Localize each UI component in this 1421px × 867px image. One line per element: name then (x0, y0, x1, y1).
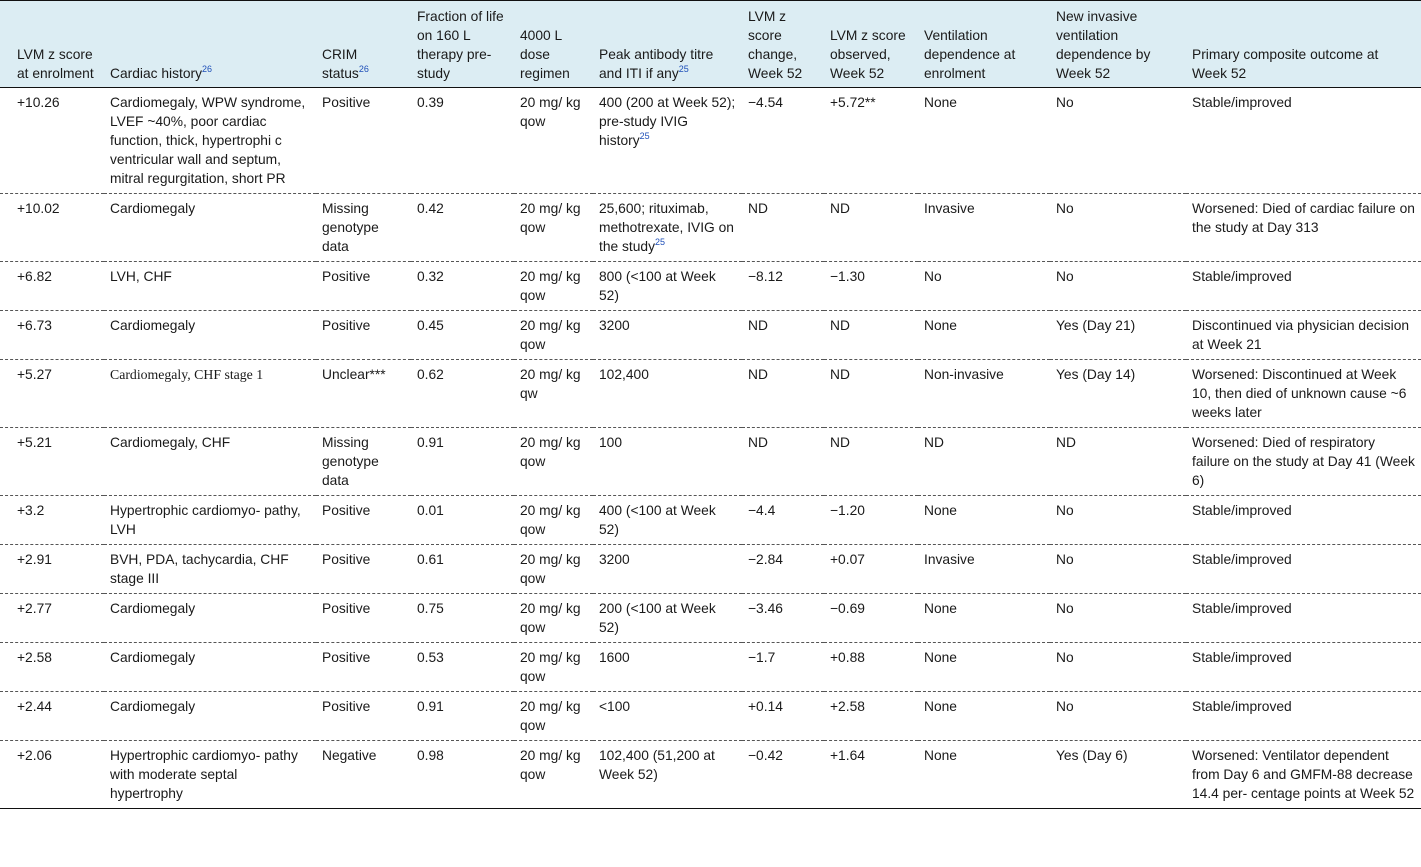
header-cardiac-history: Cardiac history$^{26}$ (104, 1, 316, 88)
cell-cardiac-history: Cardiomegaly (110, 201, 196, 216)
cell-dose-regimen: 20 mg/ kg qow (520, 95, 581, 129)
cell-primary-outcome: Discontinued via physician decision at Week 21 (1192, 318, 1410, 352)
cell-peak-antibody: 3200 (599, 318, 630, 333)
cell-ventilation-enrolment: Invasive (924, 201, 975, 216)
cell-new-ventilation: No (1056, 503, 1074, 518)
cell-lvm-observed: +2.58 (830, 699, 865, 714)
table-row (0, 262, 1421, 311)
table-row (0, 594, 1421, 643)
cell-lvm-change: −3.46 (748, 601, 783, 616)
cell-lvm-observed: ND (830, 435, 850, 450)
cell-lvm-observed: ND (830, 201, 850, 216)
cell-dose-regimen: 20 mg/ kg qow (520, 748, 581, 782)
cell-lvm-change: −0.42 (748, 748, 783, 763)
cell-fraction-of-life: 0.42 (417, 201, 444, 216)
cell-cardiac-history: Hypertrophic cardiomyo- pathy with moderate septal hypertrophy (110, 748, 298, 801)
reference-link[interactable]: 26 (202, 64, 213, 74)
cell-cardiac-history: LVH, CHF (110, 269, 172, 284)
cell-peak-antibody: 1600 (599, 650, 630, 665)
cell-ventilation-enrolment: No (924, 269, 942, 284)
table-row (0, 311, 1421, 360)
cell-primary-outcome: Stable/improved (1192, 699, 1292, 714)
cell-primary-outcome: Worsened: Discontinued at Week 10, then died of unknown cause ~6 weeks later (1192, 367, 1407, 420)
header-peak-antibody: Peak antibody titre and ITI if any$^{25}$ (593, 1, 742, 88)
header-fraction-of-life: Fraction of life on 160 L therapy pre-study (411, 1, 514, 88)
cell-lvm-observed: −1.30 (830, 269, 865, 284)
cell-lvm-observed: +5.72** (830, 95, 876, 110)
cell-peak-antibody: 200 (<100 at Week 52) (599, 601, 716, 635)
cell-fraction-of-life: 0.45 (417, 318, 444, 333)
cell-dose-regimen: 20 mg/ kg qow (520, 435, 581, 469)
cell-cardiac-history: Cardiomegaly, WPW syndrome, LVEF ~40%, poor cardiac function, thick, hypertrophi c ventricular wall and septum, mitral regurgitation, short PR (110, 95, 306, 186)
cell-peak-antibody: 25,600; rituximab, methotrexate, IVIG on the study$^{25}$ (599, 201, 734, 254)
cell-new-ventilation: No (1056, 201, 1074, 216)
cell-peak-antibody: 100 (599, 435, 623, 450)
header-ventilation-enrolment: Ventilation dependence at enrolment (918, 1, 1050, 88)
cell-primary-outcome: Stable/improved (1192, 601, 1292, 616)
table-row (0, 428, 1421, 496)
cell-ventilation-enrolment: ND (924, 435, 944, 450)
cell-cardiac-history: Cardiomegaly, CHF stage 1 (110, 367, 264, 382)
cell-primary-outcome: Worsened: Died of respiratory failure on the study at Day 41 (Week 6) (1192, 435, 1415, 488)
cell-ventilation-enrolment: None (924, 650, 957, 665)
cell-crim-status: Positive (322, 95, 371, 110)
cell-peak-antibody: 400 (<100 at Week 52) (599, 503, 716, 537)
cell-lvm-observed: +0.88 (830, 650, 865, 665)
cell-crim-status: Unclear*** (322, 367, 386, 382)
cell-cardiac-history: Cardiomegaly (110, 318, 196, 333)
cell-crim-status: Missing genotype data (322, 435, 379, 488)
table-row (0, 88, 1421, 194)
cell-ventilation-enrolment: None (924, 95, 957, 110)
cell-new-ventilation: Yes (Day 6) (1056, 748, 1128, 763)
header-crim-status: CRIM status$^{26}$ (316, 1, 411, 88)
cell-lvm-change: ND (748, 367, 768, 382)
cell-lvm-change: −4.54 (748, 95, 783, 110)
cell-lvm-z-enrolment: +6.82 (17, 269, 52, 284)
cell-ventilation-enrolment: None (924, 601, 957, 616)
cell-lvm-change: ND (748, 201, 768, 216)
cell-fraction-of-life: 0.75 (417, 601, 444, 616)
cell-lvm-z-enrolment: +2.77 (17, 601, 52, 616)
cell-new-ventilation: No (1056, 95, 1074, 110)
cell-lvm-observed: −1.20 (830, 503, 865, 518)
cell-peak-antibody: 102,400 (599, 367, 649, 382)
reference-link[interactable]: 25 (639, 131, 650, 141)
cell-lvm-z-enrolment: +6.73 (17, 318, 52, 333)
cell-cardiac-history: Hypertrophic cardiomyo- pathy, LVH (110, 503, 301, 537)
cell-crim-status: Positive (322, 601, 371, 616)
header-dose-regimen: 4000 L dose regimen (514, 1, 593, 88)
table-row (0, 360, 1421, 428)
cell-fraction-of-life: 0.91 (417, 435, 444, 450)
cell-fraction-of-life: 0.39 (417, 95, 444, 110)
cell-fraction-of-life: 0.61 (417, 552, 444, 567)
cell-ventilation-enrolment: None (924, 699, 957, 714)
cell-lvm-change: ND (748, 318, 768, 333)
cell-peak-antibody: 800 (<100 at Week 52) (599, 269, 716, 303)
cell-crim-status: Positive (322, 318, 371, 333)
table-row (0, 194, 1421, 262)
cell-lvm-change: ND (748, 435, 768, 450)
cell-dose-regimen: 20 mg/ kg qow (520, 318, 581, 352)
cell-crim-status: Positive (322, 552, 371, 567)
cell-lvm-z-enrolment: +2.06 (17, 748, 52, 763)
cell-lvm-observed: −0.69 (830, 601, 865, 616)
cell-new-ventilation: Yes (Day 21) (1056, 318, 1136, 333)
cell-peak-antibody: 400 (200 at Week 52); pre-study IVIG history$^{25}$ (599, 95, 736, 148)
cell-new-ventilation: Yes (Day 14) (1056, 367, 1136, 382)
cell-crim-status: Positive (322, 269, 371, 284)
cell-lvm-observed: ND (830, 318, 850, 333)
cell-primary-outcome: Stable/improved (1192, 95, 1292, 110)
cell-new-ventilation: ND (1056, 435, 1076, 450)
cell-lvm-observed: ND (830, 367, 850, 382)
header-lvm-observed: LVM z score observed, Week 52 (824, 1, 918, 88)
cell-dose-regimen: 20 mg/ kg qow (520, 699, 581, 733)
header-row (0, 1, 1421, 88)
cell-lvm-change: −4.4 (748, 503, 776, 518)
cell-ventilation-enrolment: None (924, 503, 957, 518)
cell-cardiac-history: Cardiomegaly (110, 699, 196, 714)
cell-new-ventilation: No (1056, 601, 1074, 616)
cell-fraction-of-life: 0.98 (417, 748, 444, 763)
table-row (0, 692, 1421, 741)
reference-link[interactable]: 25 (678, 64, 689, 74)
cell-lvm-change: −2.84 (748, 552, 783, 567)
cell-dose-regimen: 20 mg/ kg qow (520, 552, 581, 586)
cell-primary-outcome: Stable/improved (1192, 503, 1292, 518)
cell-new-ventilation: No (1056, 650, 1074, 665)
header-lvm-z-enrolment: LVM z score at enrolment (0, 1, 104, 88)
cell-lvm-change: −8.12 (748, 269, 783, 284)
cell-lvm-z-enrolment: +2.58 (17, 650, 52, 665)
header-new-ventilation: New invasive ventilation dependence by Week 52 (1050, 1, 1186, 88)
cell-lvm-change: −1.7 (748, 650, 776, 665)
cell-ventilation-enrolment: None (924, 748, 957, 763)
cell-fraction-of-life: 0.53 (417, 650, 444, 665)
cell-lvm-z-enrolment: +5.21 (17, 435, 52, 450)
table-row (0, 496, 1421, 545)
cell-new-ventilation: No (1056, 699, 1074, 714)
cell-fraction-of-life: 0.91 (417, 699, 444, 714)
cell-crim-status: Missing genotype data (322, 201, 379, 254)
cell-lvm-z-enrolment: +10.02 (17, 201, 60, 216)
cell-fraction-of-life: 0.01 (417, 503, 444, 518)
reference-link[interactable]: 26 (358, 64, 369, 74)
cell-crim-status: Positive (322, 503, 371, 518)
cell-peak-antibody: <100 (599, 699, 631, 714)
cell-lvm-observed: +0.07 (830, 552, 865, 567)
cell-crim-status: Negative (322, 748, 377, 763)
cell-new-ventilation: No (1056, 269, 1074, 284)
reference-link[interactable]: 25 (655, 237, 666, 247)
cell-lvm-z-enrolment: +3.2 (17, 503, 45, 518)
cell-primary-outcome: Stable/improved (1192, 552, 1292, 567)
cell-primary-outcome: Worsened: Ventilator dependent from Day 6 and GMFM-88 decrease 14.4 per- centage points at Week 52 (1192, 748, 1415, 801)
cell-ventilation-enrolment: None (924, 318, 957, 333)
cell-dose-regimen: 20 mg/ kg qow (520, 503, 581, 537)
table-row (0, 545, 1421, 594)
cell-crim-status: Positive (322, 699, 371, 714)
cell-primary-outcome: Stable/improved (1192, 650, 1292, 665)
cell-fraction-of-life: 0.62 (417, 367, 444, 382)
cell-dose-regimen: 20 mg/ kg qow (520, 601, 581, 635)
cell-crim-status: Positive (322, 650, 371, 665)
cell-lvm-z-enrolment: +2.91 (17, 552, 52, 567)
header-primary-outcome: Primary composite outcome at Week 52 (1186, 1, 1421, 88)
header-lvm-change: LVM z score change, Week 52 (742, 1, 824, 88)
cell-dose-regimen: 20 mg/ kg qow (520, 201, 581, 235)
cell-fraction-of-life: 0.32 (417, 269, 444, 284)
cell-lvm-observed: +1.64 (830, 748, 865, 763)
cell-cardiac-history: Cardiomegaly (110, 650, 196, 665)
cell-primary-outcome: Worsened: Died of cardiac failure on the study at Day 313 (1192, 201, 1415, 235)
cell-lvm-z-enrolment: +2.44 (17, 699, 52, 714)
cell-dose-regimen: 20 mg/ kg qow (520, 269, 581, 303)
cell-new-ventilation: No (1056, 552, 1074, 567)
cell-peak-antibody: 3200 (599, 552, 630, 567)
cell-cardiac-history: BVH, PDA, tachycardia, CHF stage III (110, 552, 289, 586)
cell-peak-antibody: 102,400 (51,200 at Week 52) (599, 748, 715, 782)
table-row (0, 741, 1421, 809)
cell-cardiac-history: Cardiomegaly, CHF (110, 435, 231, 450)
cell-primary-outcome: Stable/improved (1192, 269, 1292, 284)
cell-ventilation-enrolment: Invasive (924, 552, 975, 567)
cell-lvm-z-enrolment: +5.27 (17, 367, 52, 382)
cell-lvm-z-enrolment: +10.26 (17, 95, 60, 110)
significance-mark: ** (864, 95, 876, 110)
cell-ventilation-enrolment: Non-invasive (924, 367, 1004, 382)
cell-dose-regimen: 20 mg/ kg qw (520, 367, 581, 401)
table-row (0, 643, 1421, 692)
cell-dose-regimen: 20 mg/ kg qow (520, 650, 581, 684)
cell-lvm-change: +0.14 (748, 699, 783, 714)
cell-cardiac-history: Cardiomegaly (110, 601, 196, 616)
